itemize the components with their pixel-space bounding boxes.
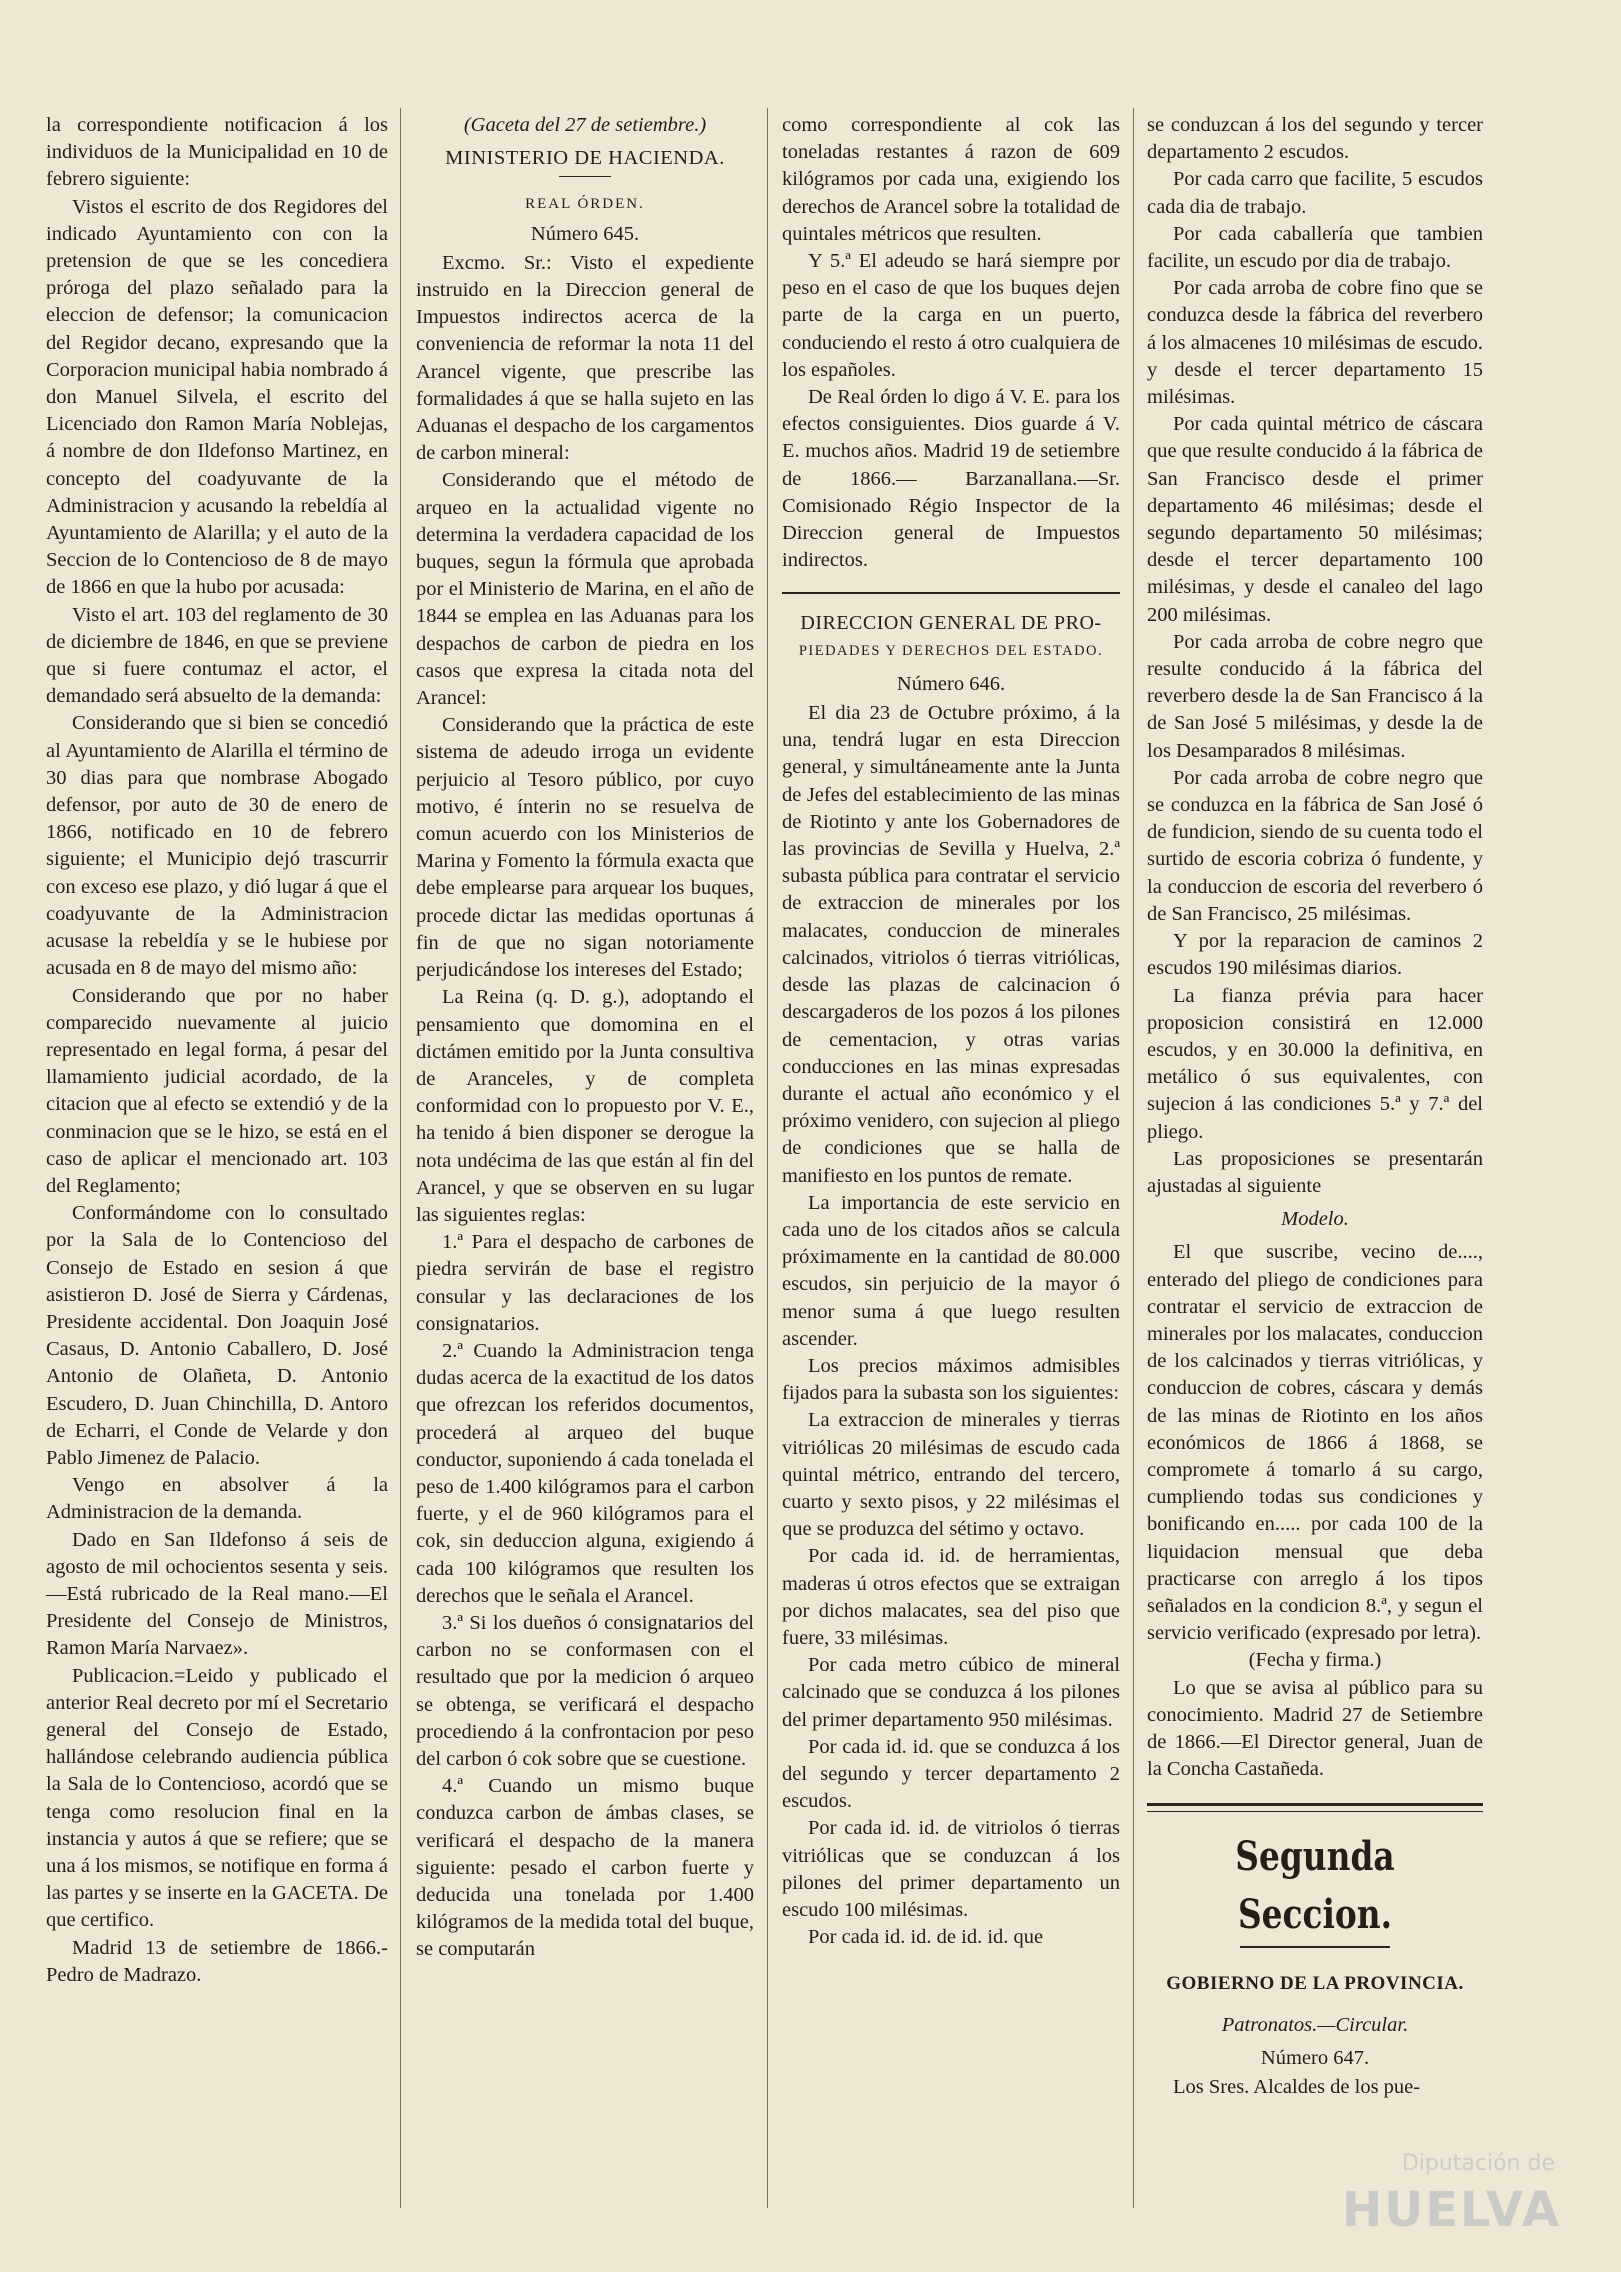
paragraph: Considerando que la práctica de este sistema de adeudo irroga un evidente perjuicio al Tesoro público, por cuyo motivo, é ínterin no se resuelva de comun acuerdo con los Ministerios de Marina y Fomento la fórmula exacta que debe emplearse para arquear los buques, procede dictar las medidas oportunas á fin de que no sigan notoriamente perjudicándose los intereses del Estado; [416, 714, 754, 982]
paragraph: Por cada caballería que tambien facilite, un escudo por dia de trabajo. [1147, 222, 1483, 273]
paragraph: Considerando que por no haber comparecido nuevamente al juicio representado en legal forma, á pesar del llamamiento judicial acordado, de la citacion que al efecto se extendió y de la conminacion que se le hizo, se está en el caso de aplicar el mencionado art. 103 del Reglamento; [46, 984, 388, 1197]
direccion-heading: DIRECCION GENERAL DE PRO- [800, 612, 1102, 635]
segunda-seccion-heading: Segunda Seccion. [1235, 1833, 1395, 1939]
paragraph: Por cada carro que facilite, 5 escudos cada dia de trabajo. [1147, 168, 1483, 218]
paragraph: Por cada id. id. que se conduzca á los del segundo y tercer departamento 2 escudos. [782, 1735, 1120, 1813]
paragraph: Conformándome con lo consultado por la Sala de lo Contencioso del Consejo de Estado en sesion á que asistieron D. José de Sierra y Cárdenas, Presidente accidental. Don Joaquin José Casaus, D. Antonio Caballero, D. José Antonio de Olañeta, D. Antonio Escudero, D. Juan Chinchilla, D. Antoro de Echarri, el Conde de Velarde y don Pablo Jimenez de Palacio. [46, 1202, 388, 1469]
fecha-firma: (Fecha y firma.) [1248, 1649, 1382, 1672]
paragraph: El dia 23 de Octubre próximo, á la una, tendrá lugar en esta Direccion general, y simultáneamente ante la Junta de Jefes del establecimiento de las minas de Riotinto y ante los Gobernadores de las provincias de Sevilla y Huelva, 2.ª subasta pública para contratar el servicio de extraccion de minerales por los malacates, conduccion de minerales calcinados, vitriolos ó tierras vitriólicas, desde las plazas de calcinacion ó descargaderos de los pozos á los pilones de cementacion, y otras varias conducciones en las minas expresadas durante el actual año económico y el próximo venidero, con sujecion al pliego de condiciones que se halla de manifiesto en los puntos de remate. [782, 702, 1120, 1187]
column-1 [46, 112, 388, 2212]
paragraph: La importancia de este servicio en cada uno de los citados años se calcula próximamente en la cantidad de 80.000 escudos, sin perjuicio de la mayor ó menor suma á que luego resulten ascender. [782, 1191, 1120, 1350]
patronatos-heading: Patronatos.—Circular. [1221, 2013, 1409, 2036]
paragraph: Por cada quintal métrico de cáscara que que resulte conducido á la fábrica de San Francisco desde el primer departamento 46 milésimas; desde el segundo departamento 50 milésimas; desde el tercer departamento 100 milésimas, y desde el canaleo del lago 200 milésimas. [1147, 413, 1483, 626]
paragraph: Por cada id. id. de vitriolos ó tierras vitriólicas que se conduzcan á los pilones del primer departamento un escudo 100 milésimas. [782, 1817, 1120, 1921]
paragraph: El que suscribe, vecino de...., enterado del pliego de condiciones para contratar el servicio de extraccion de minerales por los malacates, conduccion de los calcinados y tierras vitriólicas, y conduccion de cobres, cáscara y demás de las minas de Riotinto en los años económicos de 1866 á 1868, se compromete á tomarlo á su cargo, cumpliendo todas sus condiciones y bonificando en..... por cada 100 de la liquidacion mensual que deba practicarse con arreglo á los tipos señalados en la condicion 8.ª, y segun el servicio verificado (expresado por letra). [1147, 1241, 1483, 1645]
divider [1240, 1946, 1390, 1948]
paragraph: Por cada id. id. de herramientas, maderas ú otros efectos que se extraigan por dichos malacates, sea del piso que fuere, 33 milésimas. [782, 1545, 1120, 1649]
column-rule [1133, 108, 1134, 2208]
signature-paragraph: Madrid 13 de setiembre de 1866.- Pedro de Madrazo. [46, 1936, 388, 1986]
watermark-logo: HUELVA [1342, 2182, 1561, 2238]
paragraph: Y por la reparacion de caminos 2 escudos 190 milésimas diarios. [1147, 930, 1483, 980]
paragraph: Publicacion.=Leido y publicado el anterior Real decreto por mí el Secretario general del Consejo de Estado, hallándose celebrando audiencia pública la Sala de lo Contencioso, acordó que se tenga como resolucion final en la instancia y autos á que se refiere; que se una á los mismos, se notifique en forma á las partes y se inserte en la GACETA. De que certifico. [46, 1664, 388, 1932]
paragraph: como correspondiente al cok las toneladas restantes á razon de 609 kilógramos por cada una, exigiendo los derechos de Arancel sobre la totalidad de quintales métricos que resulten. [782, 114, 1120, 245]
rule-4: 4.ª Cuando un mismo buque conduzca carbon de ámbas clases, se verificará el despacho de la manera siguiente: pesado el carbon fuerte y deducida una tonelada por 1.400 kilógramos de la medida total del buque, se computarán [416, 1775, 754, 1961]
paragraph: Las proposiciones se presentarán ajustadas al siguiente [1147, 1147, 1483, 1197]
paragraph: La Reina (q. D. g.), adoptando el pensamiento que domomina en el dictámen emitido por la Junta consultiva de Aranceles, y de completa conformidad con lo propuesto por V. E., ha tenido á bien disponer se derogue la nota undécima de las que están al fin del Arancel, y que se observen en su lugar las siguientes reglas: [416, 986, 754, 1226]
paragraph: Los precios máximos admisibles fijados para la subasta son los siguientes: [782, 1354, 1120, 1405]
column-2 [416, 112, 754, 2212]
rule-3: 3.ª Si los dueños ó consignatarios del carbon no se conformasen con el resultado que por la medicion ó arqueo se obtenga, se verificará el despacho procediendo á la confrontacion por peso del carbon ó cok sobre que se cuestione. [416, 1611, 754, 1770]
paragraph: Excmo. Sr.: Visto el expediente instruido en la Direccion general de Impuestos indirectos acerca de la conveniencia de reformar la nota 11 del Arancel vigente, que prescribe las formalidades á que se halla sujeto en las Aduanas el despacho de los cargamentos de carbon mineral: [416, 251, 754, 465]
paragraph: Vengo en absolver á la Administracion de la demanda. [46, 1474, 388, 1524]
paragraph: Considerando que si bien se concedió al Ayuntamiento de Alarilla el término de 30 dias para que nombrase Abogado defensor, por auto de 30 de enero de 1866, notificado en 10 de febrero siguiente; el Municipio dejó trascurrir con exceso ese plazo, y dió lugar á que el coadyuvante de la Administracion acusase la rebeldía y se le hubiese por acusada en 8 de mayo del mismo año: [46, 712, 388, 980]
number-645: Número 645. [530, 222, 640, 245]
watermark-text-top: Diputación de [1401, 2151, 1555, 2176]
paragraph: Dado en San Ildefonso á seis de agosto de mil ochocientos sesenta y seis.—Está rubricado de la Real mano.—El Presidente del Consejo de Ministros, Ramon María Narvaez». [46, 1528, 388, 1660]
paragraph: Y 5.ª El adeudo se hará siempre por peso en el caso de que los buques dejen parte de la carga en un puerto, conduciendo el resto á otro cualquiera de los españoles. [782, 250, 1120, 381]
paragraph: Por cada metro cúbico de mineral calcinado que se conduzca á los pilones del primer departamento 950 milésimas. [782, 1654, 1120, 1731]
paragraph: La extraccion de minerales y tierras vitriólicas 20 milésimas de escudo cada quintal métrico, entrando del tercero, cuarto y sexto pisos, y 22 milésimas el que se produzca del sétimo y octavo. [782, 1409, 1120, 1541]
column-4 [1147, 112, 1483, 2212]
paragraph: Los Sres. Alcaldes de los pue- [1173, 2076, 1421, 2098]
number-647: Número 647. [1260, 2046, 1370, 2069]
gobierno-heading: GOBIERNO DE LA PROVINCIA. [1166, 1973, 1464, 1995]
paragraph: la correspondiente notificacion á los individuos de la Municipalidad en 10 de febrero siguiente: [46, 114, 388, 191]
paragraph: La fianza prévia para hacer proposicion consistirá en 12.000 escudos, y en 30.000 la definitiva, en metálico ó sus equivalentes, con sujecion á las condiciones 5.ª y 7.ª del pliego. [1147, 984, 1483, 1143]
paragraph: Considerando que el método de arqueo en la actualidad vigente no determina la verdadera capacidad de los buques, segun la fórmula que aprobada por el Ministerio de Marina, en el año de 1844 se emplea en las Aduanas para los despachos de carbon de piedra en los casos que expresa la citada nota del Arancel: [416, 469, 754, 710]
section-divider [1147, 1803, 1483, 1812]
paragraph: De Real órden lo digo á V. E. para los efectos consiguientes. Dios guarde á V. E. muchos años. Madrid 19 de setiembre de 1866.— Barzanallana.—Sr. Comisionado Régio Inspector de la Direccion general de Impuestos indirectos. [782, 386, 1120, 572]
column-rule [767, 108, 768, 2208]
paragraph: Por cada arroba de cobre negro que se conduzca en la fábrica de San José ó de fundicion, siendo de su cuenta todo el surtido de escoria cobriza ó fundente, y la conduccion de escoria del reverbero ó de San Francisco, 25 milésimas. [1147, 766, 1483, 925]
rule-2: 2.ª Cuando la Administracion tenga dudas acerca de la exactitud de los datos que ofrezcan los referidos documentos, procederá al arqueo del buque conductor, suponiendo á cada tonelada el peso de 1.400 kilógramos para el carbon fuerte, y el de 960 kilógramos para el cok, sin deduccion alguna, exigiendo á cada 100 kilógramos que resulten los derechos que le señala el Arancel. [416, 1339, 754, 1607]
column-3 [782, 112, 1120, 2212]
rule-1: 1.ª Para el despacho de carbones de piedra servirán de base el registro consular y las declaraciones de los consignatarios. [416, 1231, 754, 1335]
column-rule [400, 108, 401, 2208]
paragraph: Por cada arroba de cobre negro que resulte conducido á la fábrica del reverbero desde la de San Francisco á la de San José 5 milésimas, y desde la de los Desamparados 8 milésimas. [1147, 630, 1483, 762]
number-646: Número 646. [896, 672, 1006, 695]
section-divider [782, 592, 1120, 594]
paragraph: Lo que se avisa al público para su conocimiento. Madrid 27 de Setiembre de 1866.—El Director general, Juan de la Concha Castañeda. [1147, 1676, 1483, 1781]
paragraph: se conduzcan á los del segundo y tercer departamento 2 escudos. [1147, 114, 1483, 164]
gaceta-date: (Gaceta del 27 de setiembre.) [463, 114, 707, 136]
paragraph: Por cada id. id. de id. id. que [808, 1926, 1044, 1949]
paragraph: Visto el art. 103 del reglamento de 30 de diciembre de 1846, en que se previene que si fuere contumaz el actor, el demandado será absuelto de la demanda: [46, 603, 388, 708]
divider [559, 176, 611, 177]
modelo-heading: Modelo. [1281, 1208, 1349, 1231]
ministry-heading: MINISTERIO DE HACIENDA. [445, 147, 725, 170]
direccion-subheading: PIEDADES Y DERECHOS DEL ESTADO. [798, 642, 1104, 659]
paragraph: Vistos el escrito de dos Regidores del indicado Ayuntamiento con con la pretension de que se les concediera próroga del plazo señalado para la eleccion de defensor; la comunicacion del Regidor decano, expresando que la Corporacion municipal habia nombrado á don Manuel Silvela, el escrito del Licenciado don Ramon María Noblejas, á nombre de don Ildefonso Martinez, en concepto del coadyuvante de la Administracion y acusando la rebeldía al Ayuntamiento de Alarilla; y el auto de la Seccion de lo Contencioso de 8 de mayo de 1866 en que la hubo por acusada: [46, 195, 388, 599]
paragraph: Por cada arroba de cobre fino que se conduzca desde la fábrica del reverbero á los almacenes 10 milésimas de escudo. y desde el tercer departamento 15 milésimas. [1147, 277, 1483, 409]
real-orden-heading: REAL ÓRDEN. [525, 196, 645, 213]
